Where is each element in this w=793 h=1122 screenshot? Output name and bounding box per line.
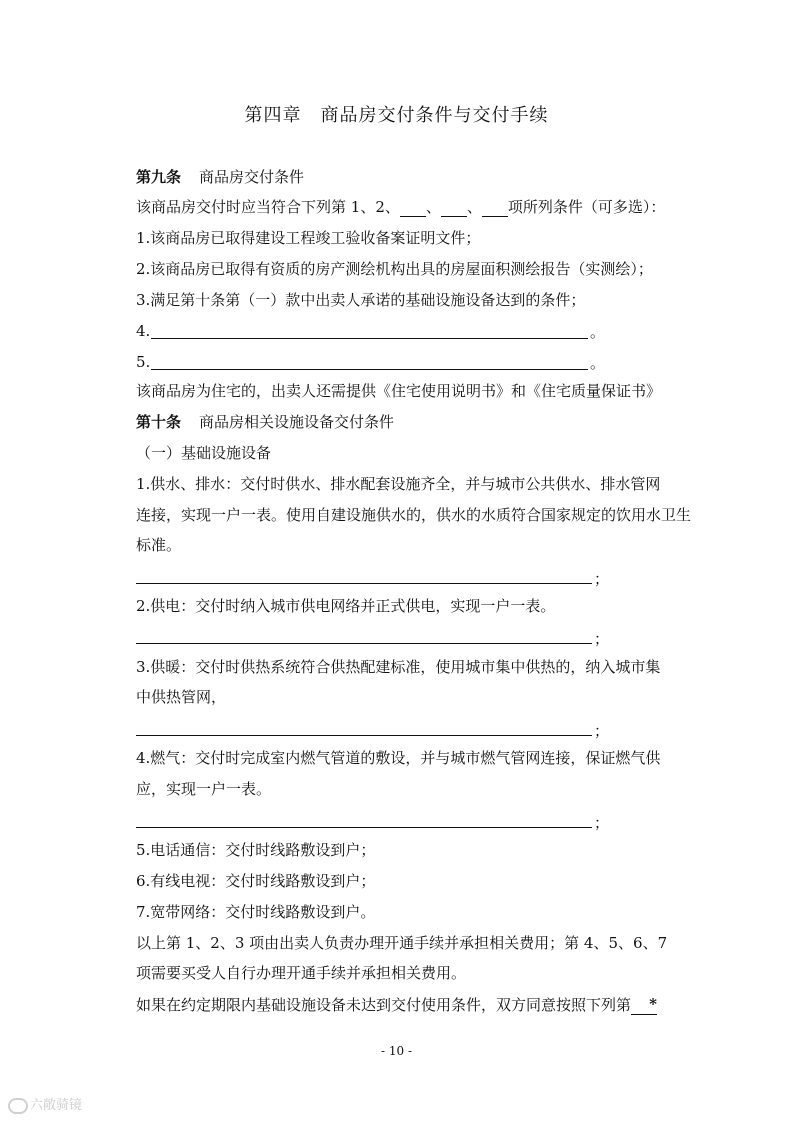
- blank-line-water[interactable]: [136, 583, 592, 584]
- gas-line-1: 4.燃气：交付时完成室内燃气管道的敷设，并与城市燃气管网连接，保证燃气供: [136, 749, 661, 767]
- article9-number: 第九条: [136, 168, 182, 186]
- blank-condition-1[interactable]: [400, 216, 426, 217]
- separator: 、: [425, 198, 441, 216]
- article9-intro-a: 该商品房交付时应当符合下列第 1、2、: [136, 198, 400, 216]
- article9-item-4-number: 4.: [136, 322, 151, 340]
- article9-item-5-number: 5.: [136, 353, 151, 371]
- tv-line: 6.有线电视：交付时线路敷设到户；: [136, 872, 376, 890]
- article10-heading: [136, 412, 394, 432]
- separator: 、: [466, 198, 482, 216]
- agreement-text: 如果在约定期限内基础设施设备未达到交付使用条件，双方同意按照下列第: [136, 996, 632, 1014]
- heating-line-1: 3.供暖：交付时供热系统符合供热配建标准，使用城市集中供热的，纳入城市集: [136, 658, 661, 676]
- gas-line-2: 应，实现一户一表。: [136, 780, 272, 798]
- blank-condition-2[interactable]: [441, 216, 467, 217]
- blank-line-item-5[interactable]: [151, 369, 588, 370]
- water-line-2: 连接，实现一户一表。使用自建设施供水的，供水的水质符合国家规定的饮用水卫生: [136, 506, 692, 524]
- water-end: ；: [594, 570, 610, 588]
- watermark-text: 六敞骑镜: [30, 1098, 83, 1113]
- blank-condition-3[interactable]: [482, 216, 508, 217]
- broadband-line: 7.宽带网络：交付时线路敷设到户。: [136, 903, 376, 921]
- power-end: ；: [594, 630, 610, 648]
- blank-line-heating[interactable]: [136, 735, 592, 736]
- article9-heading: [136, 167, 304, 187]
- responsibility-line-1: 以上第 1、2、3 项由出卖人负责办理开通手续并承担相关费用；第 4、5、6、7: [136, 934, 668, 952]
- gas-end: ；: [594, 814, 610, 832]
- blank-line-gas[interactable]: [136, 827, 592, 828]
- article9-item-3: 3.满足第十条第（一）款中出卖人承诺的基础设施设备达到的条件；: [136, 291, 586, 309]
- item-4-end: 。: [590, 323, 606, 341]
- article9-item-1: 1.该商品房已取得建设工程竣工验收备案证明文件；: [136, 229, 481, 247]
- watermark: [8, 1094, 82, 1114]
- water-line-3: 标准。: [136, 536, 182, 554]
- heating-line-2: 中供热管网，: [136, 688, 227, 706]
- chapter-title: 第四章 商品房交付条件与交付手续: [244, 105, 549, 126]
- blank-line-item-4[interactable]: [151, 338, 588, 339]
- watermark-logo-icon: [8, 1098, 28, 1114]
- blank-line-power[interactable]: [136, 643, 592, 644]
- page-number: - 10 -: [380, 1044, 412, 1058]
- power-line: 2.供电：交付时纳入城市供电网络并正式供电，实现一户一表。: [136, 597, 556, 615]
- article9-intro: [136, 197, 665, 217]
- agreement-line: [136, 994, 657, 1015]
- article10-title: 商品房相关设施设备交付条件: [199, 413, 395, 431]
- water-line-1: 1.供水、排水：交付时供水、排水配套设施齐全，并与城市公共供水、排水管网: [136, 475, 661, 493]
- article9-item-2: 2.该商品房已取得有资质的房产测绘机构出具的房屋面积测绘报告（实测绘）；: [136, 260, 653, 278]
- article9-intro-b: 项所列条件（可多选）：: [507, 198, 666, 216]
- heating-end: ；: [594, 722, 610, 740]
- responsibility-line-2: 项需要买受人自行办理开通手续并承担相关费用。: [136, 964, 467, 982]
- phone-line: 5.电话通信：交付时线路敷设到户；: [136, 841, 376, 859]
- article10-number: 第十条: [136, 413, 182, 431]
- item-5-end: 。: [590, 354, 606, 372]
- agreement-fill[interactable]: *: [631, 994, 657, 1015]
- residence-note: 该商品房为住宅的，出卖人还需提供《住宅使用说明书》和《住宅质量保证书》: [136, 382, 662, 400]
- article9-title: 商品房交付条件: [199, 168, 305, 186]
- section-basic-facilities: （一）基础设施设备: [136, 444, 272, 462]
